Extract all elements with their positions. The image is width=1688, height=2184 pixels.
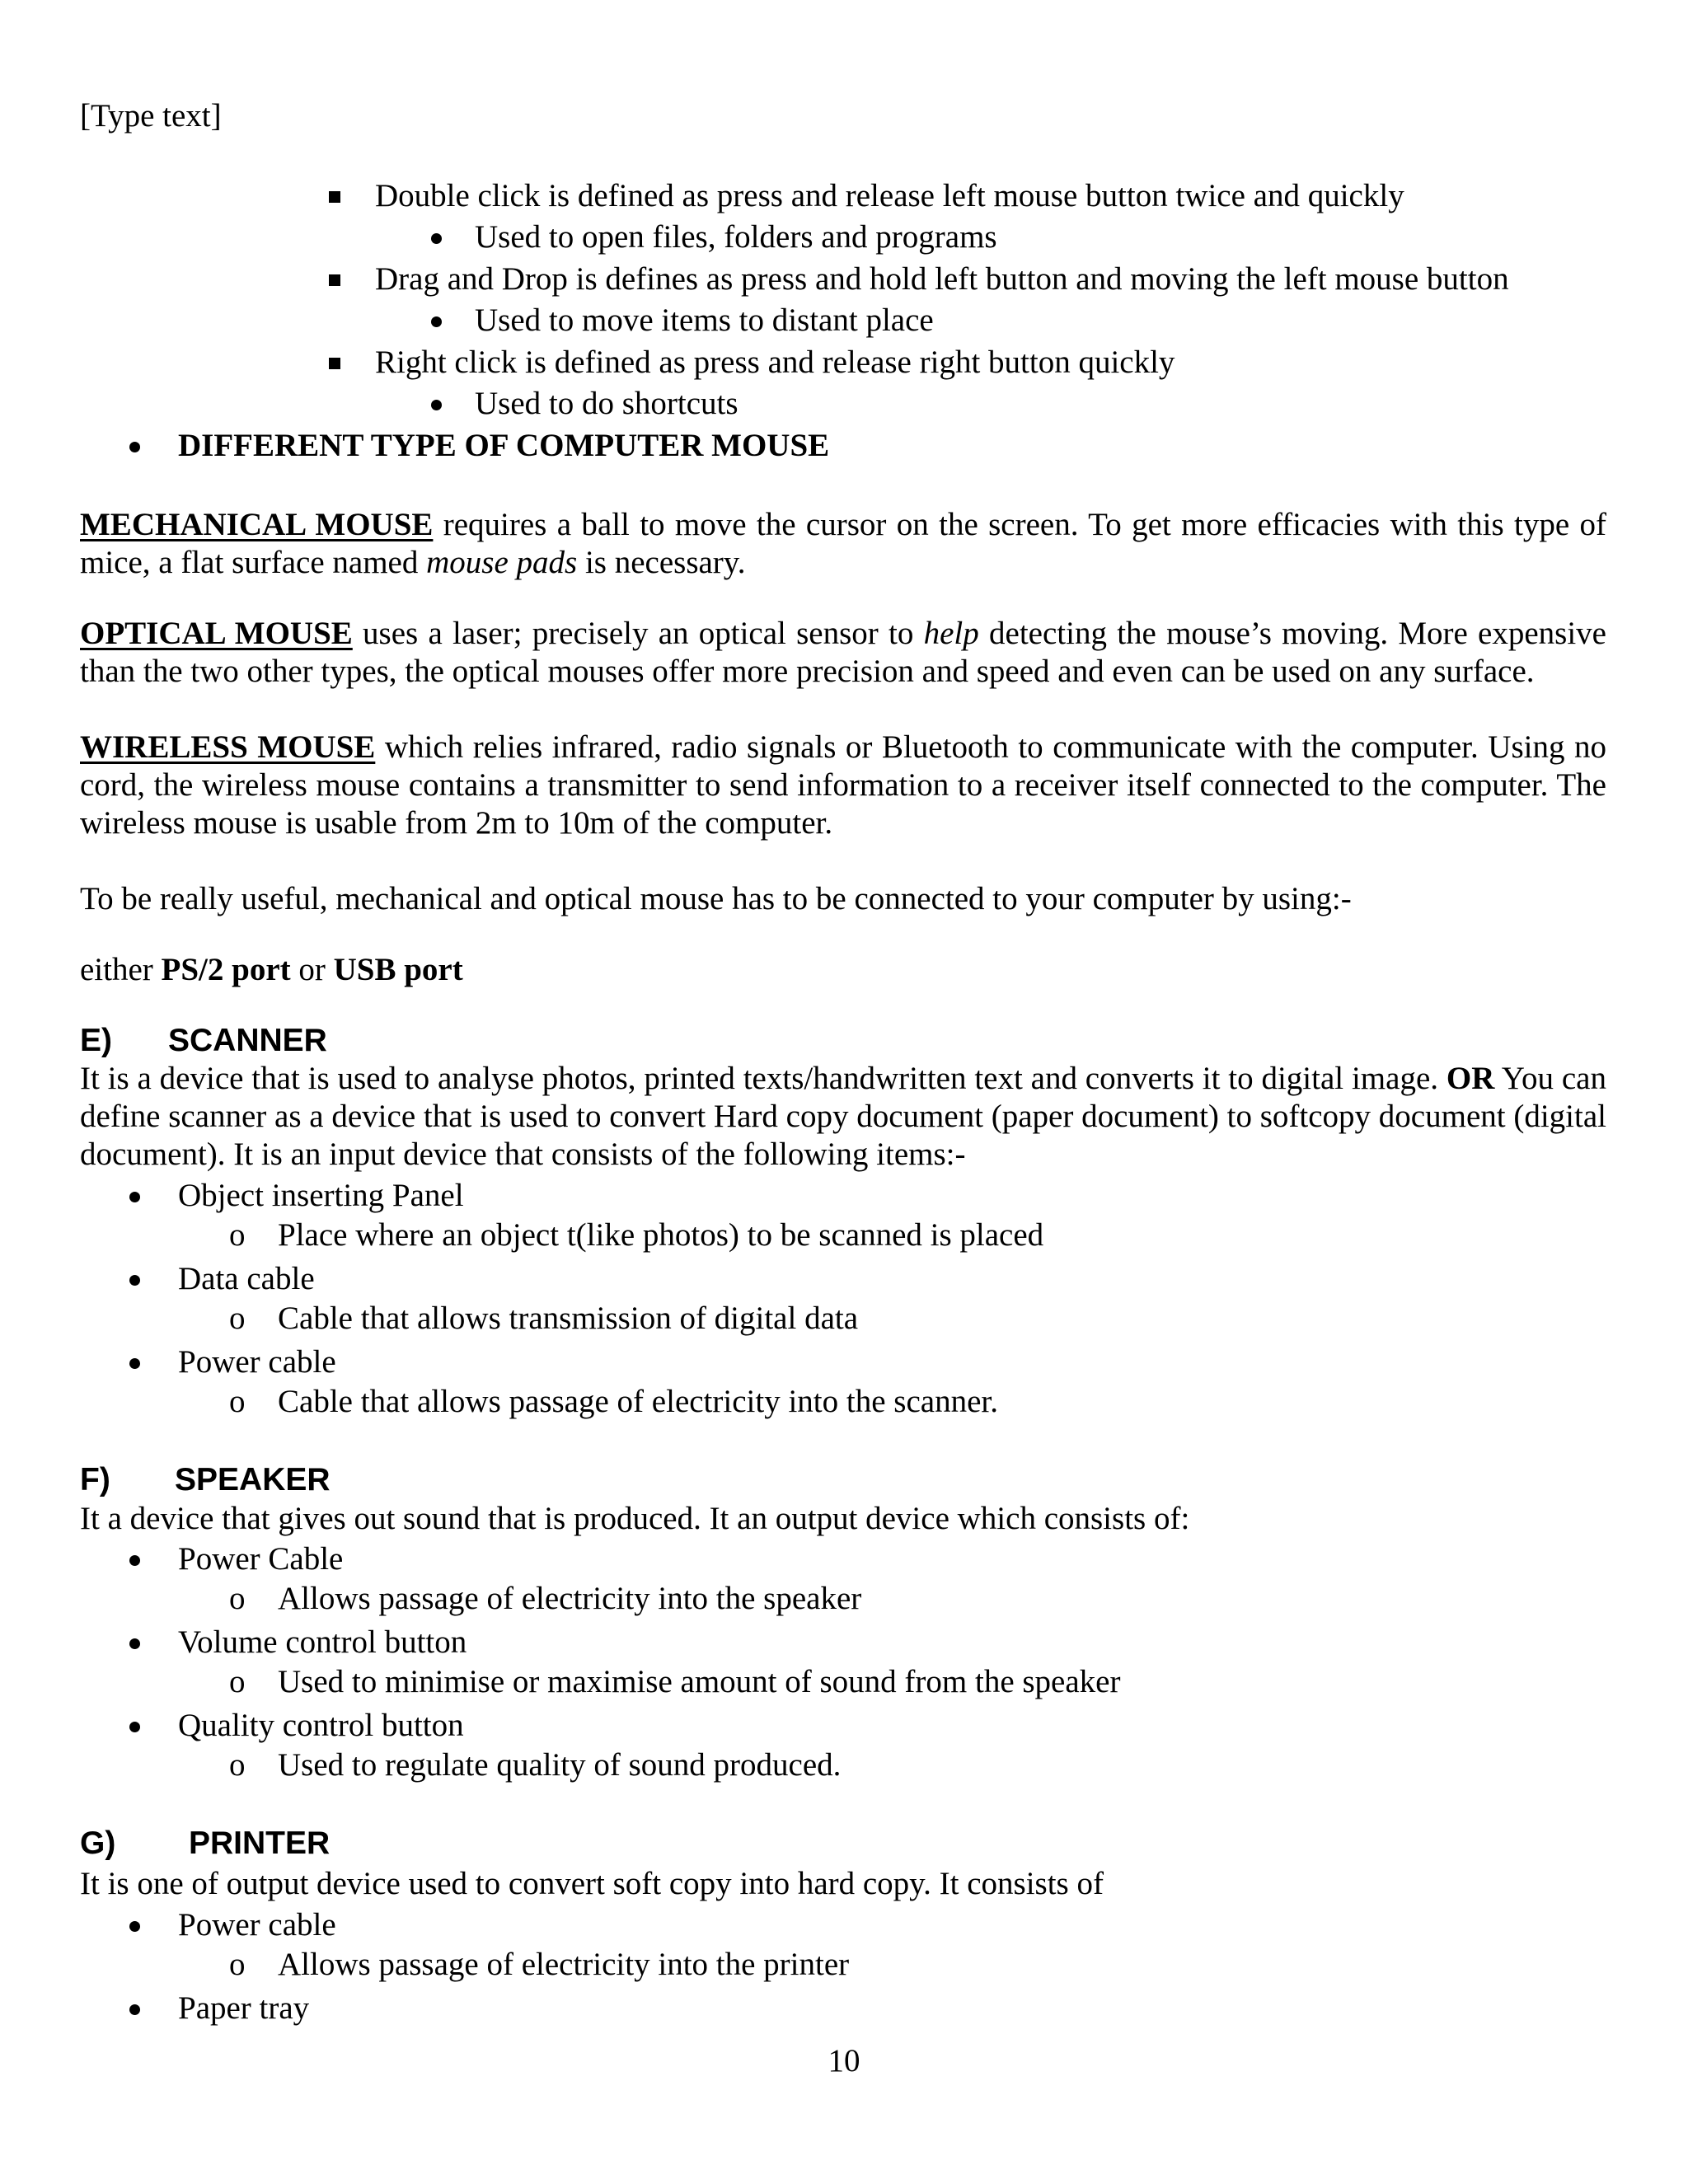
square-bullet-icon (329, 274, 340, 286)
list-item: Object inserting Panel (178, 1178, 464, 1213)
circle-bullet-icon: o (229, 1384, 246, 1419)
list-item: Used to regulate quality of sound produced. (278, 1747, 842, 1783)
list-item: Cable that allows passage of electricity into the scanner. (278, 1384, 998, 1419)
circle-bullet-icon: o (229, 1947, 246, 1982)
wireless-mouse-paragraph: WIRELESS MOUSE which relies infrared, radio signals or Bluetooth to communicate with the computer. Using no cord, the wireless mouse contains a transmitter to send information to a receiver itself connected to the computer. The wireless mouse is usable from 2m to 10m of the computer. (80, 729, 1606, 841)
list-item: Data cable (178, 1261, 315, 1296)
bullet-icon (129, 1722, 140, 1732)
page-number: 10 (828, 2043, 860, 2079)
mechanical-term: MECHANICAL MOUSE (80, 507, 434, 542)
list-item: Paper tray (178, 1990, 310, 2026)
mechanical-mouse-paragraph: MECHANICAL MOUSE requires a ball to move the cursor on the screen. To get more efficacies with this type of mice, a flat surface named mouse pads is necessary. (80, 507, 1606, 580)
circle-bullet-icon: o (229, 1747, 246, 1783)
list-item: Used to open files, folders and programs (475, 219, 997, 255)
bullet-icon (129, 1555, 140, 1566)
optical-mouse-paragraph: OPTICAL MOUSE uses a laser; precisely an optical sensor to help detecting the mouse’s moving. More expensive than the two other types, the optical mouses offer more precision and speed and even can be used on any surface. (80, 616, 1606, 689)
list-item: Used to do shortcuts (475, 386, 738, 421)
bullet-icon (431, 233, 442, 244)
list-item: Power cable (178, 1907, 336, 1943)
bullet-icon (431, 400, 442, 410)
bullet-icon (431, 316, 442, 327)
scanner-description: It is a device that is used to analyse photos, printed texts/handwritten text and converts it to digital image. OR You can define scanner as a device that is used to convert Hard copy document (paper document) to softcopy document (digital document). It is an input device that consists of the following items:- (80, 1061, 1606, 1172)
connection-intro: To be really useful, mechanical and optical mouse has to be connected to your computer by using:- (80, 881, 1352, 916)
optical-term: OPTICAL MOUSE (80, 616, 353, 651)
square-bullet-icon (329, 358, 340, 369)
list-item: Drag and Drop is defines as press and hold left button and moving the left mouse button (375, 261, 1509, 297)
bullet-icon (129, 1275, 140, 1286)
speaker-description: It a device that gives out sound that is produced. It an output device which consists of: (80, 1501, 1190, 1536)
speaker-heading: F) SPEAKER (80, 1462, 331, 1497)
printer-heading: G) PRINTER (80, 1825, 331, 1861)
list-item: Allows passage of electricity into the printer (278, 1947, 850, 1982)
list-item: Quality control button (178, 1708, 464, 1743)
circle-bullet-icon: o (229, 1301, 246, 1336)
list-item: Power Cable (178, 1541, 344, 1577)
list-item: Volume control button (178, 1624, 467, 1660)
bullet-icon (129, 1358, 140, 1369)
circle-bullet-icon: o (229, 1217, 246, 1253)
list-item: Allows passage of electricity into the speaker (278, 1581, 862, 1616)
scanner-heading: E) SCANNER (80, 1023, 327, 1058)
bullet-icon (129, 1921, 140, 1932)
bullet-icon (129, 442, 140, 452)
connection-ports: either PS/2 port or USB port (80, 952, 463, 987)
list-item: Used to minimise or maximise amount of sound from the speaker (278, 1664, 1121, 1699)
printer-description: It is one of output device used to convert soft copy into hard copy. It consists of (80, 1866, 1104, 1901)
list-item: Used to move items to distant place (475, 302, 934, 338)
square-bullet-icon (329, 191, 340, 203)
list-item: Right click is defined as press and release right button quickly (375, 344, 1175, 380)
bullet-icon (129, 1638, 140, 1649)
list-item: Place where an object t(like photos) to be scanned is placed (278, 1217, 1044, 1253)
header-placeholder: [Type text] (80, 98, 222, 134)
types-heading: DIFFERENT TYPE OF COMPUTER MOUSE (178, 428, 830, 463)
circle-bullet-icon: o (229, 1581, 246, 1616)
list-item: Double click is defined as press and release left mouse button twice and quickly (375, 178, 1404, 213)
circle-bullet-icon: o (229, 1664, 246, 1699)
list-item: Power cable (178, 1344, 336, 1380)
bullet-icon (129, 2004, 140, 2015)
wireless-term: WIRELESS MOUSE (80, 729, 376, 765)
bullet-icon (129, 1192, 140, 1202)
list-item: Cable that allows transmission of digital data (278, 1301, 859, 1336)
